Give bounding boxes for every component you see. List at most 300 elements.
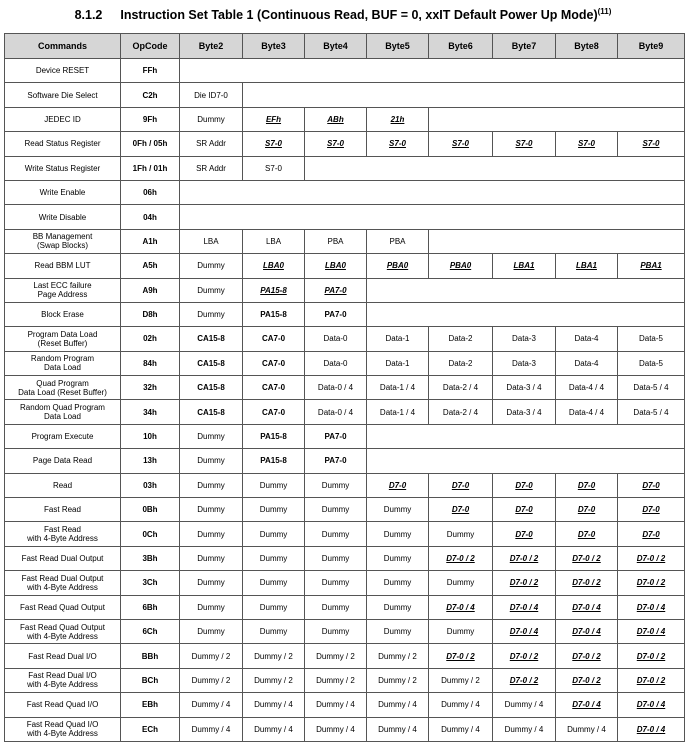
opcode-cell: 3Bh: [121, 546, 180, 570]
byte-value: D7-0: [451, 480, 470, 490]
byte-cell: [243, 132, 305, 156]
byte-value: LBA: [265, 236, 282, 246]
opcode-cell: 06h: [121, 180, 180, 204]
byte-value: Data-4 / 4: [568, 383, 605, 393]
byte-value: S7-0: [389, 139, 406, 149]
byte-value: D7-0: [642, 529, 660, 539]
byte-value: Dummy / 4: [567, 724, 606, 734]
byte-cell: [305, 229, 367, 253]
byte-cell: [556, 376, 618, 400]
byte-value: Data-1 / 4: [379, 407, 416, 417]
byte-cell: [367, 400, 429, 424]
byte-cell: [305, 327, 367, 351]
byte-value: Dummy / 4: [378, 700, 417, 710]
byte-cell: [429, 351, 493, 375]
byte-cell: [243, 229, 305, 253]
command-name: Write Status Register: [5, 156, 121, 180]
byte-cell: [243, 327, 305, 351]
byte-value: CA7-0: [261, 358, 286, 368]
byte-value: Dummy: [259, 505, 288, 515]
byte-cell: [243, 400, 305, 424]
command-name: BB Management (Swap Blocks): [5, 229, 121, 253]
opcode-cell: 04h: [121, 205, 180, 229]
byte-value: Dummy: [321, 554, 350, 563]
command-name: Fast Read with 4-Byte Address: [5, 522, 121, 546]
byte-value: Dummy: [197, 432, 225, 442]
byte-cell: [243, 449, 305, 473]
byte-cell: [618, 619, 685, 643]
byte-value: Data-3 / 4: [506, 383, 542, 393]
column-header-byte3: Byte3: [243, 34, 305, 59]
byte-cell: [180, 132, 243, 156]
byte-cell: [180, 571, 243, 595]
byte-value: D7-0 / 2: [636, 578, 666, 588]
byte-cell: [305, 302, 367, 326]
byte-value: PA15-8: [260, 432, 287, 442]
byte-value: Dummy: [446, 627, 475, 637]
byte-cell: [556, 693, 618, 717]
table-row: [5, 302, 685, 326]
byte-cell: [305, 595, 367, 619]
byte-cell: [493, 327, 556, 351]
byte-cell: [618, 546, 685, 570]
byte-value: LBA0: [263, 261, 284, 271]
opcode-cell: BCh: [121, 668, 180, 692]
byte-cell: [367, 717, 429, 741]
byte-cell: [618, 376, 685, 400]
byte-cell: [305, 546, 367, 570]
table-row: [5, 107, 685, 131]
byte-value: CA15-8: [197, 383, 225, 393]
byte-value: S7-0: [265, 163, 282, 173]
opcode-cell: A9h: [121, 278, 180, 302]
opcode-cell: ECh: [121, 717, 180, 741]
opcode-cell: 03h: [121, 473, 180, 497]
byte-value: Dummy / 2: [254, 675, 293, 685]
byte-value: Data-4: [574, 358, 599, 368]
byte-value: Dummy / 2: [254, 651, 293, 661]
byte-value: D7-0 / 4: [572, 627, 601, 637]
byte-value: Dummy: [321, 578, 350, 588]
byte-value: D7-0 / 2: [636, 651, 666, 661]
byte-value: Data-1 / 4: [379, 383, 416, 393]
byte-value: D7-0: [642, 505, 660, 515]
byte-value: Dummy: [259, 627, 288, 637]
byte-cell: [367, 229, 429, 253]
byte-value: Dummy: [446, 578, 475, 588]
byte-value: D7-0 / 2: [572, 554, 601, 563]
byte-value: Dummy: [321, 602, 350, 612]
section-title: [0, 0, 686, 30]
byte-cell: [305, 449, 367, 473]
byte-cell: [305, 571, 367, 595]
byte-value: LBA0: [325, 261, 346, 271]
byte-value: PA7-0: [324, 456, 347, 466]
byte-value: D7-0: [577, 505, 596, 515]
byte-cell: [243, 376, 305, 400]
byte-cell: [180, 376, 243, 400]
opcode-cell: 02h: [121, 327, 180, 351]
byte-value: Data-0: [323, 358, 348, 368]
byte-cell: [367, 351, 429, 375]
byte-cell: [243, 278, 305, 302]
byte-cell: [556, 595, 618, 619]
byte-value: D7-0 / 2: [636, 554, 666, 563]
byte-value: Dummy: [197, 529, 225, 539]
byte-value: Dummy: [259, 529, 288, 539]
table-row: [5, 546, 685, 570]
byte-value: Die ID7-0: [194, 90, 228, 100]
byte-value: D7-0 / 2: [509, 554, 539, 563]
byte-cell: [305, 254, 367, 278]
command-name: Fast Read Quad Output with 4-Byte Address: [5, 619, 121, 643]
opcode-cell: BBh: [121, 644, 180, 668]
byte-cell: [305, 424, 367, 448]
byte-value: Dummy / 4: [316, 724, 355, 734]
byte-cell: [180, 254, 243, 278]
byte-cell: [305, 107, 367, 131]
command-name: Fast Read Quad I/O with 4-Byte Address: [5, 717, 121, 741]
empty-span-cell: [180, 205, 685, 229]
byte-value: Data-2 / 4: [442, 407, 479, 417]
byte-value: D7-0 / 2: [509, 675, 539, 685]
byte-cell: [493, 717, 556, 741]
byte-cell: [556, 644, 618, 668]
byte-value: D7-0 / 2: [509, 578, 539, 588]
table-row: [5, 132, 685, 156]
byte-cell: [556, 546, 618, 570]
byte-value: Dummy / 2: [316, 651, 355, 661]
byte-cell: [305, 498, 367, 522]
empty-span-cell: [367, 278, 685, 302]
byte-cell: [556, 717, 618, 741]
byte-cell: [618, 717, 685, 741]
column-header-commands: Commands: [5, 34, 121, 59]
header-row: [5, 34, 685, 59]
table-body: [5, 59, 685, 742]
byte-cell: [180, 83, 243, 107]
byte-cell: [556, 327, 618, 351]
opcode-cell: 6Bh: [121, 595, 180, 619]
byte-cell: [180, 424, 243, 448]
byte-cell: [367, 376, 429, 400]
byte-value: Data-3: [511, 334, 536, 344]
byte-value: Dummy: [383, 602, 412, 612]
byte-cell: [180, 546, 243, 570]
byte-cell: [618, 595, 685, 619]
table-row: [5, 278, 685, 302]
byte-cell: [493, 498, 556, 522]
byte-cell: [305, 132, 367, 156]
byte-value: Dummy: [321, 480, 350, 490]
byte-cell: [243, 351, 305, 375]
byte-value: Dummy: [383, 578, 412, 588]
byte-cell: [618, 327, 685, 351]
byte-value: Dummy: [197, 261, 225, 271]
byte-cell: [429, 327, 493, 351]
byte-cell: [180, 498, 243, 522]
table-row: [5, 327, 685, 351]
byte-value: S7-0: [642, 139, 660, 149]
column-header-opcode: OpCode: [121, 34, 180, 59]
byte-cell: [556, 619, 618, 643]
byte-value: Dummy / 4: [378, 724, 417, 734]
byte-value: D7-0 / 4: [572, 602, 601, 612]
byte-value: D7-0 / 2: [572, 651, 601, 661]
byte-value: PBA0: [449, 261, 472, 271]
byte-value: D7-0 / 4: [509, 602, 539, 612]
byte-value: S7-0: [327, 139, 344, 149]
byte-value: Dummy: [197, 114, 225, 124]
byte-cell: [556, 473, 618, 497]
byte-value: Dummy / 2: [441, 675, 480, 685]
byte-cell: [180, 327, 243, 351]
byte-value: Dummy: [321, 505, 350, 515]
byte-value: D7-0: [515, 529, 533, 539]
byte-cell: [367, 546, 429, 570]
byte-value: S7-0: [452, 139, 469, 149]
command-name: Last ECC failure Page Address: [5, 278, 121, 302]
table-row: [5, 59, 685, 83]
command-name: Fast Read: [5, 498, 121, 522]
opcode-cell: 0Fh / 05h: [121, 132, 180, 156]
table-row: [5, 156, 685, 180]
command-name: Read BBM LUT: [5, 254, 121, 278]
command-name: Program Data Load (Reset Buffer): [5, 327, 121, 351]
byte-cell: [243, 107, 305, 131]
table-row: [5, 180, 685, 204]
byte-value: Data-1: [385, 334, 410, 344]
opcode-cell: D8h: [121, 302, 180, 326]
byte-cell: [180, 156, 243, 180]
byte-value: D7-0 / 2: [446, 554, 475, 563]
byte-value: Dummy: [197, 480, 225, 490]
byte-cell: [556, 668, 618, 692]
table-row: [5, 424, 685, 448]
byte-cell: [367, 107, 429, 131]
table-row: [5, 595, 685, 619]
byte-value: Dummy: [197, 554, 225, 563]
opcode-cell: 10h: [121, 424, 180, 448]
column-header-byte2: Byte2: [180, 34, 243, 59]
byte-value: PBA1: [640, 261, 662, 271]
byte-cell: [493, 376, 556, 400]
byte-cell: [618, 473, 685, 497]
byte-cell: [429, 522, 493, 546]
byte-cell: [367, 132, 429, 156]
opcode-cell: 84h: [121, 351, 180, 375]
command-name: Fast Read Quad Output: [5, 595, 121, 619]
byte-value: Dummy / 4: [254, 700, 293, 710]
byte-cell: [243, 424, 305, 448]
byte-value: Dummy / 2: [316, 675, 355, 685]
byte-cell: [367, 473, 429, 497]
command-name: Software Die Select: [5, 83, 121, 107]
byte-cell: [493, 546, 556, 570]
column-header-byte8: Byte8: [556, 34, 618, 59]
byte-cell: [493, 619, 556, 643]
byte-cell: [429, 376, 493, 400]
byte-cell: [618, 351, 685, 375]
byte-cell: [305, 351, 367, 375]
column-header-byte9: Byte9: [618, 34, 685, 59]
command-name: Fast Read Quad I/O: [5, 693, 121, 717]
byte-value: CA7-0: [261, 383, 286, 393]
byte-cell: [305, 376, 367, 400]
byte-value: D7-0: [642, 480, 660, 490]
byte-value: S7-0: [578, 139, 595, 149]
byte-value: Dummy: [383, 554, 412, 563]
byte-cell: [180, 644, 243, 668]
command-name: Read: [5, 473, 121, 497]
table-row: [5, 498, 685, 522]
byte-cell: [180, 229, 243, 253]
byte-cell: [243, 693, 305, 717]
opcode-cell: 1Fh / 01h: [121, 156, 180, 180]
byte-cell: [618, 132, 685, 156]
byte-cell: [180, 668, 243, 692]
byte-cell: [243, 619, 305, 643]
byte-value: D7-0 / 4: [636, 602, 666, 612]
byte-cell: [429, 498, 493, 522]
byte-value: PBA0: [386, 261, 409, 271]
byte-cell: [493, 644, 556, 668]
command-name: Write Enable: [5, 180, 121, 204]
empty-span-cell: [367, 302, 685, 326]
byte-cell: [305, 400, 367, 424]
byte-cell: [429, 400, 493, 424]
byte-value: Dummy: [321, 529, 350, 539]
byte-cell: [180, 449, 243, 473]
byte-value: SR Addr: [196, 163, 226, 173]
byte-value: EFh: [265, 114, 282, 124]
empty-span-cell: [180, 180, 685, 204]
byte-value: Data-3: [511, 358, 536, 368]
table-row: [5, 571, 685, 595]
command-name: Program Execute: [5, 424, 121, 448]
byte-cell: [305, 644, 367, 668]
byte-cell: [493, 522, 556, 546]
byte-cell: [243, 717, 305, 741]
byte-value: Data-4 / 4: [568, 407, 605, 417]
byte-cell: [493, 351, 556, 375]
byte-cell: [367, 571, 429, 595]
empty-span-cell: [367, 449, 685, 473]
byte-value: S7-0: [515, 139, 533, 149]
byte-value: CA15-8: [197, 407, 225, 417]
byte-cell: [556, 254, 618, 278]
byte-value: Data-5: [638, 358, 663, 368]
byte-cell: [429, 693, 493, 717]
column-header-byte6: Byte6: [429, 34, 493, 59]
byte-value: Dummy / 4: [254, 724, 293, 734]
byte-cell: [493, 132, 556, 156]
byte-cell: [618, 498, 685, 522]
byte-cell: [243, 302, 305, 326]
byte-cell: [180, 400, 243, 424]
byte-value: D7-0: [577, 480, 596, 490]
byte-value: D7-0: [388, 480, 407, 490]
byte-value: Data-1: [385, 358, 410, 368]
byte-value: LBA1: [576, 261, 597, 271]
byte-cell: [556, 132, 618, 156]
byte-cell: [305, 619, 367, 643]
command-name: Random Program Data Load: [5, 351, 121, 375]
byte-cell: [243, 156, 305, 180]
instruction-set-table: [4, 33, 685, 742]
byte-cell: [556, 498, 618, 522]
byte-cell: [243, 522, 305, 546]
byte-cell: [243, 498, 305, 522]
empty-span-cell: [243, 83, 685, 107]
command-name: Block Erase: [5, 302, 121, 326]
byte-value: CA15-8: [197, 358, 225, 368]
byte-cell: [493, 473, 556, 497]
byte-cell: [243, 571, 305, 595]
opcode-cell: FFh: [121, 59, 180, 83]
table-row: [5, 400, 685, 424]
table-row: [5, 644, 685, 668]
byte-value: PA15-8: [260, 310, 287, 320]
byte-cell: [429, 132, 493, 156]
byte-cell: [493, 571, 556, 595]
byte-cell: [243, 254, 305, 278]
byte-cell: [180, 473, 243, 497]
byte-value: D7-0: [515, 480, 533, 490]
column-header-byte5: Byte5: [367, 34, 429, 59]
byte-cell: [180, 619, 243, 643]
byte-cell: [429, 619, 493, 643]
byte-value: Dummy: [197, 456, 225, 466]
byte-value: Dummy / 4: [441, 700, 480, 710]
byte-cell: [493, 693, 556, 717]
column-header-byte7: Byte7: [493, 34, 556, 59]
byte-cell: [618, 693, 685, 717]
byte-cell: [180, 278, 243, 302]
byte-value: D7-0 / 4: [636, 724, 666, 734]
byte-cell: [367, 595, 429, 619]
opcode-cell: C2h: [121, 83, 180, 107]
byte-value: S7-0: [265, 139, 282, 149]
byte-cell: [180, 595, 243, 619]
byte-value: Dummy / 4: [504, 724, 544, 734]
byte-value: Dummy: [446, 529, 475, 539]
byte-value: PBA: [327, 236, 344, 246]
byte-value: Dummy: [259, 554, 288, 563]
table-row: [5, 83, 685, 107]
byte-cell: [429, 254, 493, 278]
byte-cell: [305, 693, 367, 717]
command-name: Fast Read Dual I/O with 4-Byte Address: [5, 668, 121, 692]
opcode-cell: 6Ch: [121, 619, 180, 643]
byte-value: Data-5 / 4: [633, 407, 669, 417]
byte-cell: [618, 644, 685, 668]
byte-value: Data-2: [448, 334, 473, 344]
byte-value: Data-2: [448, 358, 473, 368]
byte-cell: [493, 595, 556, 619]
byte-cell: [367, 644, 429, 668]
byte-cell: [243, 595, 305, 619]
byte-cell: [305, 668, 367, 692]
byte-value: D7-0 / 4: [636, 700, 666, 710]
empty-span-cell: [429, 107, 685, 131]
byte-cell: [556, 571, 618, 595]
byte-value: Dummy / 2: [191, 675, 231, 685]
byte-value: Dummy: [383, 529, 412, 539]
table-row: [5, 693, 685, 717]
byte-value: Data-2 / 4: [442, 383, 479, 393]
byte-cell: [493, 400, 556, 424]
